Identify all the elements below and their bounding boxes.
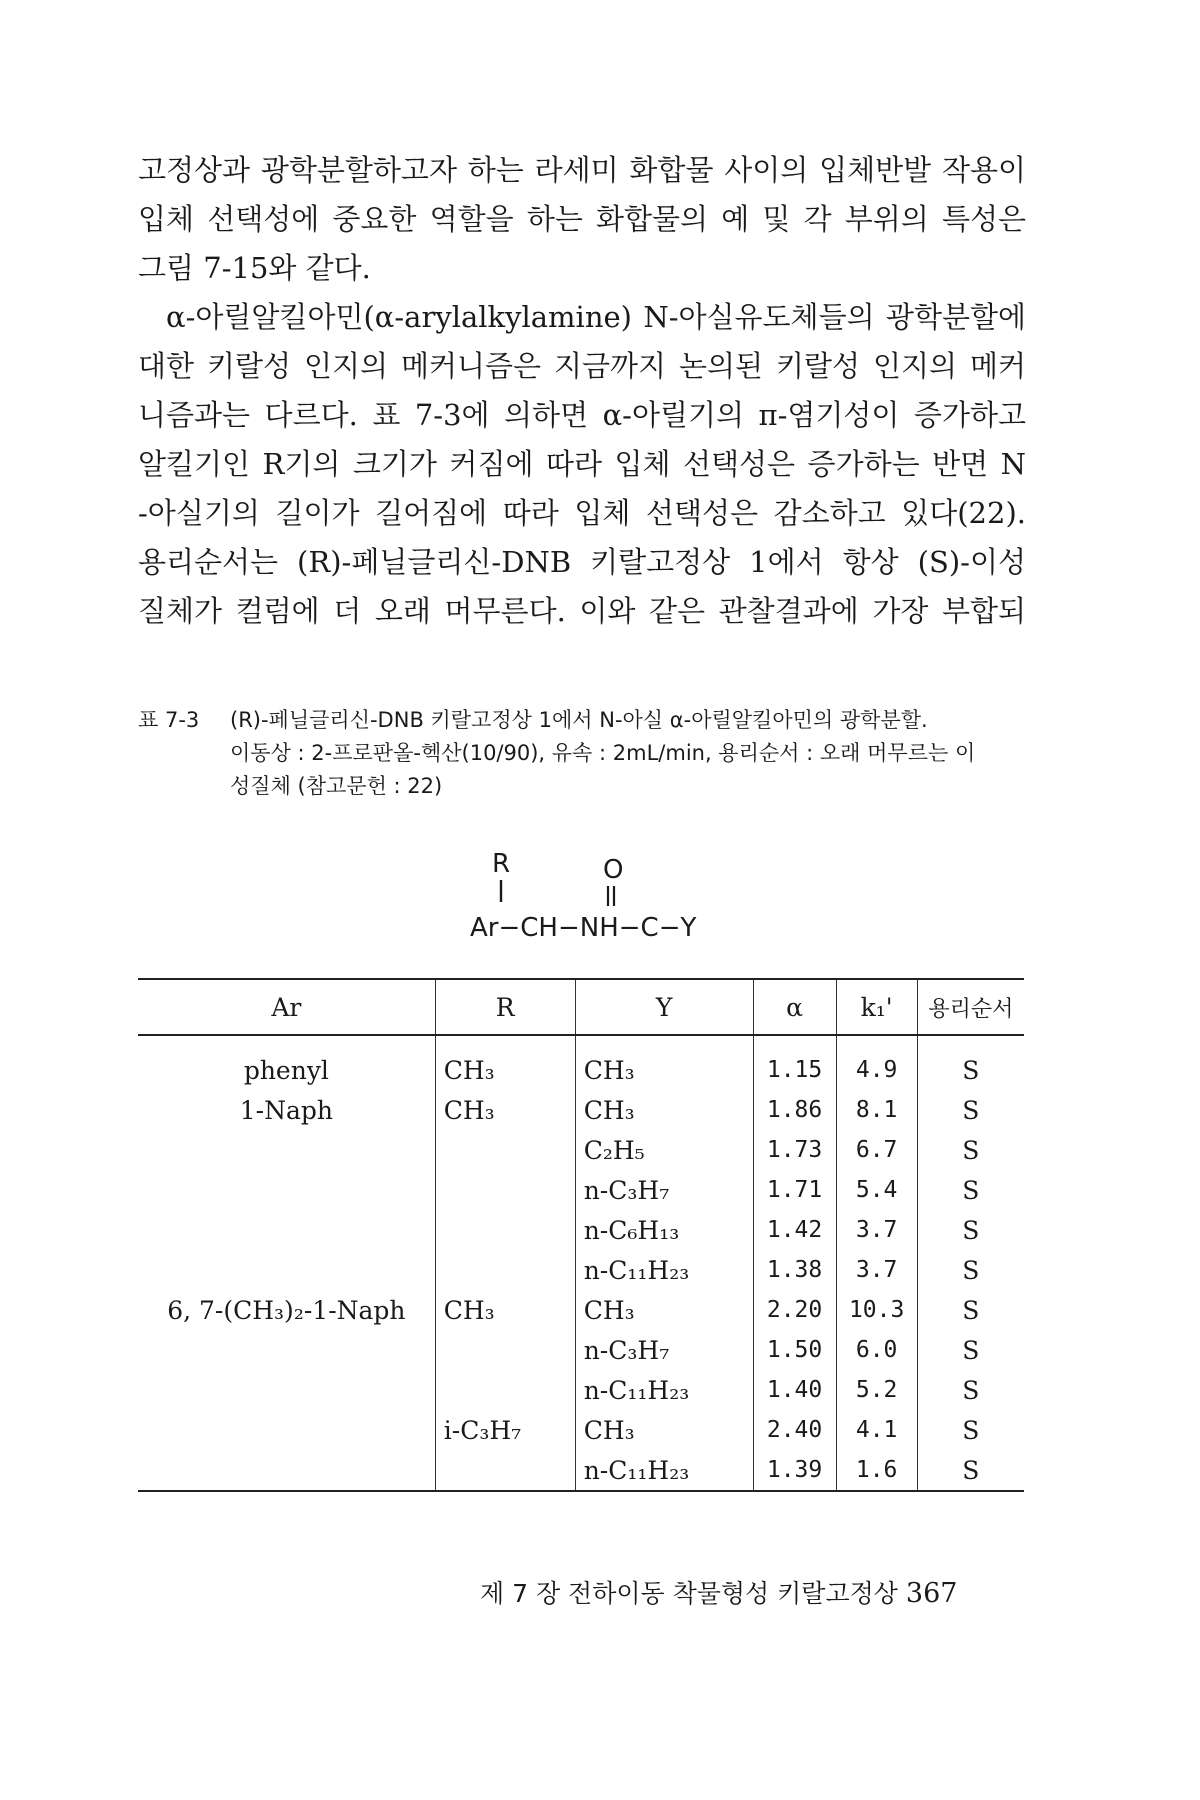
cell-ar xyxy=(138,1210,435,1250)
cell-ar: 1-Naph xyxy=(239,1095,333,1125)
cell-order: S xyxy=(917,1170,1024,1210)
cell-k1: 1.6 xyxy=(836,1450,917,1491)
cell-y: n-C₆H₁₃ xyxy=(575,1210,753,1250)
table-row xyxy=(138,1210,1024,1250)
cell-ar xyxy=(138,1410,435,1450)
cell-ar xyxy=(138,1330,435,1370)
cell-alpha: 2.40 xyxy=(753,1410,836,1450)
cell-order: S xyxy=(917,1450,1024,1491)
col-header-elution-order: 용리순서 xyxy=(917,979,1024,1035)
cell-alpha: 1.40 xyxy=(753,1370,836,1410)
cell-order: S xyxy=(917,1370,1024,1410)
cell-ar: 6, 7-(CH₃)₂-1-Naph xyxy=(167,1295,406,1325)
body-line: 입체 선택성에 중요한 역할을 하는 화합물의 예 및 각 부위의 특성은 xyxy=(138,202,1026,236)
cell-order: S xyxy=(917,1290,1024,1330)
cell-y: CH₃ xyxy=(575,1090,753,1130)
caption-label: 표 7-3 xyxy=(138,708,200,732)
table-caption xyxy=(138,704,1026,803)
cell-order: S xyxy=(917,1090,1024,1130)
cell-ar xyxy=(138,1170,435,1210)
col-header-k1: k₁' xyxy=(836,979,917,1035)
cell-k1: 5.2 xyxy=(836,1370,917,1410)
col-header-ar: Ar xyxy=(138,979,435,1035)
body-line: 니즘과는 다르다. 표 7-3에 의하면 α-아릴기의 π-염기성이 증가하고 xyxy=(138,398,1026,432)
structure-chain: Ar−CH−NH−C−Y xyxy=(470,913,697,943)
body-line: 대한 키랄성 인지의 메커니즘은 지금까지 논의된 키랄성 인지의 메커 xyxy=(138,349,1026,383)
table-row xyxy=(138,1090,1024,1130)
cell-alpha: 1.73 xyxy=(753,1130,836,1170)
table-row xyxy=(138,1130,1024,1170)
cell-r xyxy=(435,1250,575,1290)
cell-k1: 6.0 xyxy=(836,1330,917,1370)
cell-order: S xyxy=(917,1410,1024,1450)
table-row xyxy=(138,1450,1024,1491)
body-line: 그림 7-15와 같다. xyxy=(138,251,371,285)
cell-y: n-C₁₁H₂₃ xyxy=(575,1450,753,1491)
cell-y: n-C₁₁H₂₃ xyxy=(575,1250,753,1290)
caption-line: 이동상 : 2-프로판올-헥산(10/90), 유속 : 2mL/min, 용리순서 : 오래 머무르는 이 xyxy=(230,741,976,765)
structure-o-label: O xyxy=(603,855,624,885)
body-line: -아실기의 길이가 길어짐에 따라 입체 선택성은 감소하고 있다(22). xyxy=(138,496,1026,530)
table-row xyxy=(138,1250,1024,1290)
cell-k1: 5.4 xyxy=(836,1170,917,1210)
table-row xyxy=(138,1290,1024,1330)
cell-y: n-C₁₁H₂₃ xyxy=(575,1370,753,1410)
cell-r xyxy=(435,1330,575,1370)
cell-r xyxy=(435,1210,575,1250)
cell-y: CH₃ xyxy=(575,1290,753,1330)
cell-ar xyxy=(138,1370,435,1410)
cell-k1: 10.3 xyxy=(836,1290,917,1330)
cell-r xyxy=(435,1130,575,1170)
cell-ar xyxy=(138,1250,435,1290)
table-row xyxy=(138,1410,1024,1450)
cell-y: n-C₃H₇ xyxy=(575,1170,753,1210)
body-line: 고정상과 광학분할하고자 하는 라세미 화합물 사이의 입체반발 작용이 xyxy=(138,153,1026,187)
caption-line: 성질체 (참고문헌 : 22) xyxy=(230,774,443,798)
table-row xyxy=(138,1170,1024,1210)
cell-order: S xyxy=(917,1130,1024,1170)
table-row xyxy=(138,1330,1024,1370)
cell-r: CH₃ xyxy=(435,1090,575,1130)
cell-y: n-C₃H₇ xyxy=(575,1330,753,1370)
cell-alpha: 1.38 xyxy=(753,1250,836,1290)
table-row xyxy=(138,1370,1024,1410)
table-row xyxy=(138,1035,1024,1090)
cell-alpha: 1.15 xyxy=(753,1035,836,1090)
cell-alpha: 2.20 xyxy=(753,1290,836,1330)
body-line: 알킬기인 R기의 크기가 커짐에 따라 입체 선택성은 증가하는 반면 N xyxy=(138,447,1026,481)
cell-k1: 6.7 xyxy=(836,1130,917,1170)
cell-r: i-C₃H₇ xyxy=(435,1410,575,1450)
cell-ar: phenyl xyxy=(243,1055,329,1085)
cell-ar xyxy=(138,1130,435,1170)
table-header-row xyxy=(138,979,1024,1035)
cell-order: S xyxy=(917,1330,1024,1370)
cell-r: CH₃ xyxy=(435,1035,575,1090)
cell-r xyxy=(435,1450,575,1491)
cell-ar xyxy=(138,1450,435,1491)
cell-k1: 4.9 xyxy=(836,1035,917,1090)
cell-order: S xyxy=(917,1210,1024,1250)
cell-order: S xyxy=(917,1250,1024,1290)
chapter-title: 제 7 장 전하이동 착물형성 키랄고정상 xyxy=(480,1579,898,1608)
chemical-structure xyxy=(470,848,700,958)
cell-y: C₂H₅ xyxy=(575,1130,753,1170)
body-line: 용리순서는 (R)-페닐글리신-DNB 키랄고정상 1에서 항상 (S)-이성 xyxy=(138,545,1026,579)
page-footer xyxy=(480,1574,1040,1610)
cell-alpha: 1.86 xyxy=(753,1090,836,1130)
cell-r: CH₃ xyxy=(435,1290,575,1330)
caption-line: (R)-페닐글리신-DNB 키랄고정상 1에서 N-아실 α-아릴알킬아민의 광학분할. xyxy=(230,708,928,732)
col-header-alpha: α xyxy=(753,979,836,1035)
data-table xyxy=(138,978,1024,1492)
cell-y: CH₃ xyxy=(575,1035,753,1090)
cell-k1: 3.7 xyxy=(836,1250,917,1290)
col-header-r: R xyxy=(435,979,575,1035)
cell-alpha: 1.71 xyxy=(753,1170,836,1210)
cell-k1: 3.7 xyxy=(836,1210,917,1250)
cell-alpha: 1.50 xyxy=(753,1330,836,1370)
page-number: 367 xyxy=(905,1578,958,1609)
cell-alpha: 1.42 xyxy=(753,1210,836,1250)
cell-order: S xyxy=(917,1035,1024,1090)
body-line: 질체가 컬럼에 더 오래 머무른다. 이와 같은 관찰결과에 가장 부합되 xyxy=(138,594,1026,628)
col-header-y: Y xyxy=(575,979,753,1035)
structure-r-label: R xyxy=(492,849,511,879)
cell-r xyxy=(435,1370,575,1410)
cell-r xyxy=(435,1170,575,1210)
body-paragraph xyxy=(138,146,1026,636)
cell-y: CH₃ xyxy=(575,1410,753,1450)
cell-k1: 4.1 xyxy=(836,1410,917,1450)
cell-k1: 8.1 xyxy=(836,1090,917,1130)
cell-alpha: 1.39 xyxy=(753,1450,836,1491)
body-line: α-아릴알킬아민(α-arylalkylamine) N-아실유도체들의 광학분할에 xyxy=(166,300,1026,334)
